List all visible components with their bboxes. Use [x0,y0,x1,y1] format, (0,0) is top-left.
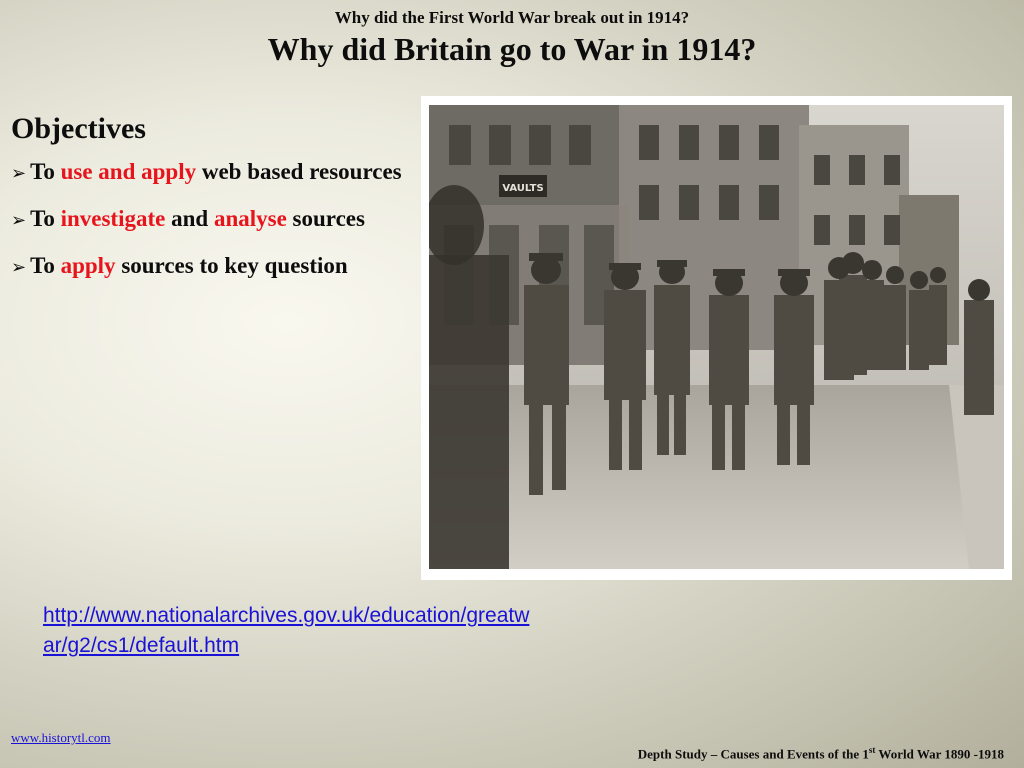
objective-text: To [30,206,61,231]
objective-highlight: investigate [60,206,166,231]
objectives-list [11,156,406,283]
slide-subtitle: Why did the First World War break out in 1914? [334,8,690,27]
objective-text: To [30,159,61,184]
objective-highlight: use and apply [60,159,197,184]
arrow-bullet-icon: ➢ [11,163,27,184]
footer-caption [638,745,1004,762]
objectives-heading: Objectives [11,112,146,145]
objective-item [11,156,406,189]
vaults-sign: VAULTS [502,183,544,194]
objectives-panel [11,112,406,297]
objective-text: and [165,206,214,231]
objective-text: web based resources [196,159,402,184]
slide-title: Why did Britain go to War in 1914? [267,31,757,67]
marching-soldiers-photo [429,105,1004,569]
footer-caption-after: World War 1890 -1918 [875,746,1004,762]
historytl-link[interactable]: www.historytl.com [11,730,111,745]
objective-text: To [30,253,61,278]
nationalarchives-link[interactable]: http://www.nationalarchives.gov.uk/education/greatwar/g2/cs1/default.htm [43,604,530,657]
objective-text: sources to key question [115,253,348,278]
objective-highlight: analyse [213,206,287,231]
objective-item [11,250,406,283]
footer-caption-sup: st [868,745,876,755]
objective-text: sources [286,206,365,231]
footer-caption-before: Depth Study – Causes and Events of the 1 [637,746,869,762]
objective-highlight: apply [60,253,116,278]
photo-frame [421,96,1012,580]
arrow-bullet-icon: ➢ [11,210,27,231]
arrow-bullet-icon: ➢ [11,257,27,278]
objective-item [11,203,406,236]
